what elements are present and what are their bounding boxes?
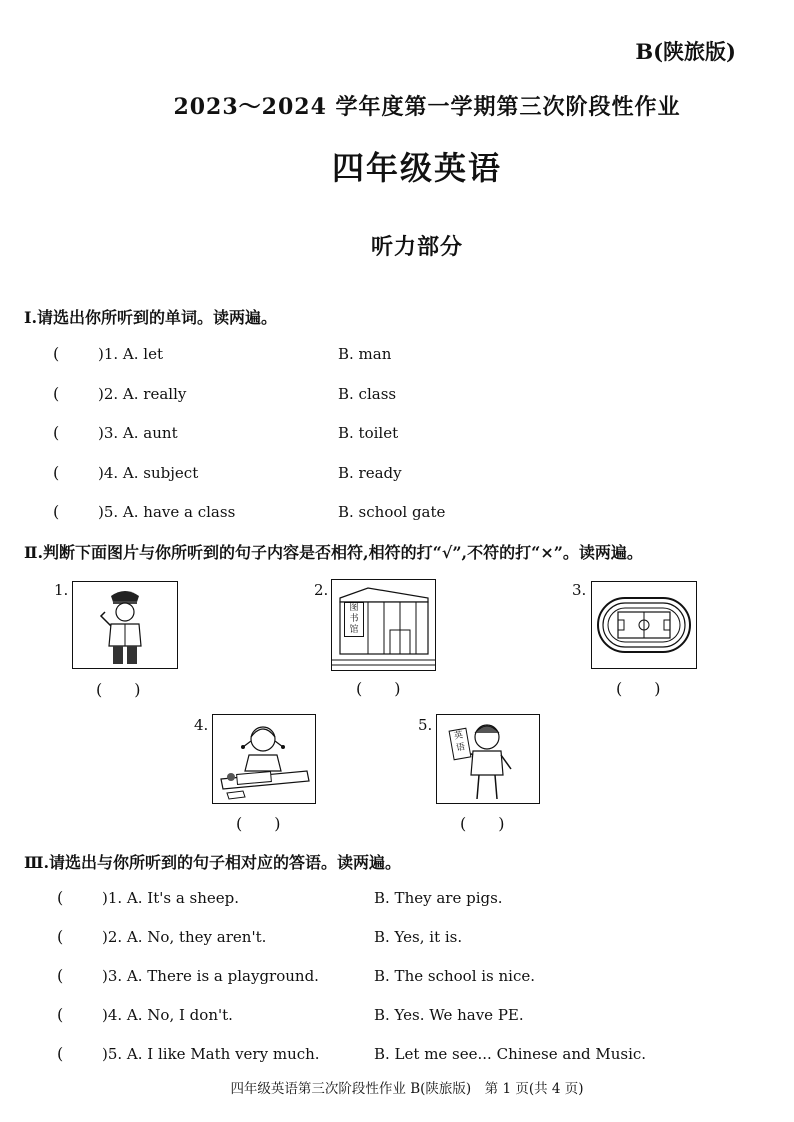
- exam-subtitle: 2023～2024 学年度第一学期第三次阶段性作业: [173, 94, 681, 120]
- section2-instruction: Ⅱ.判断下面图片与你所听到的句子内容是否相符,相符的打“√”,不符的打“×”。读两遍。: [24, 543, 643, 562]
- library-sign: [344, 602, 364, 637]
- girl-drawing-icon: [213, 715, 315, 803]
- edition-label: B(陕旅版): [635, 39, 736, 64]
- picture-number: 3.: [572, 581, 587, 599]
- picture-frame-2: [331, 579, 436, 671]
- question-option-b: B. Yes, it is.: [374, 928, 463, 946]
- answer-bracket: ( ): [356, 679, 401, 698]
- picture-frame-4: [212, 714, 316, 804]
- sign-char: 书: [349, 614, 359, 624]
- sign-char: 馆: [349, 625, 359, 635]
- question-option-a: )1. A. let: [98, 345, 164, 363]
- question-option-b: B. Let me see... Chinese and Music.: [374, 1045, 647, 1063]
- question-option-b: B. ready: [338, 464, 402, 482]
- picture-number: 2.: [314, 581, 329, 599]
- answer-paren: (: [57, 888, 64, 907]
- picture-number: 4.: [194, 716, 209, 734]
- question-option-a: )1. A. It's a sheep.: [102, 889, 240, 907]
- playground-icon: [592, 582, 696, 668]
- page-footer: 四年级英语第三次阶段性作业 B(陕旅版) 第 1 页(共 4 页): [230, 1081, 584, 1097]
- answer-paren: (: [53, 344, 60, 363]
- question-option-a: )5. A. I like Math very much.: [102, 1045, 320, 1063]
- picture-frame-3: [591, 581, 697, 669]
- book-char: 英: [453, 730, 464, 742]
- question-option-a: )3. A. aunt: [98, 424, 178, 442]
- page-title: 四年级英语: [331, 149, 502, 187]
- question-option-b: B. man: [338, 345, 392, 363]
- answer-paren: (: [53, 463, 60, 482]
- answer-paren: (: [53, 502, 60, 521]
- section1-instruction: Ⅰ.请选出你所听到的单词。读两遍。: [24, 308, 278, 327]
- answer-paren: (: [53, 423, 60, 442]
- question-option-b: B. Yes. We have PE.: [374, 1006, 524, 1024]
- answer-bracket: ( ): [460, 814, 505, 833]
- picture-frame-1: [72, 581, 178, 669]
- question-option-a: )4. A. subject: [98, 464, 199, 482]
- picture-number: 1.: [54, 581, 69, 599]
- answer-paren: (: [57, 966, 64, 985]
- answer-paren: (: [57, 927, 64, 946]
- question-option-b: B. class: [338, 385, 397, 403]
- answer-paren: (: [57, 1044, 64, 1063]
- answer-bracket: ( ): [236, 814, 281, 833]
- question-option-a: )5. A. have a class: [98, 503, 236, 521]
- boy-with-english-book-icon: [437, 715, 539, 803]
- answer-bracket: ( ): [616, 679, 661, 698]
- sign-char: 图: [349, 603, 359, 613]
- answer-bracket: ( ): [96, 680, 141, 699]
- book-char: 语: [455, 742, 466, 754]
- answer-paren: (: [53, 384, 60, 403]
- question-option-a: )3. A. There is a playground.: [102, 967, 319, 985]
- question-option-a: )4. A. No, I don't.: [102, 1006, 233, 1024]
- section3-instruction: Ⅲ.请选出与你所听到的句子相对应的答语。读两遍。: [24, 853, 402, 872]
- question-option-a: )2. A. really: [98, 385, 187, 403]
- question-option-b: B. school gate: [338, 503, 446, 521]
- picture-frame-5: [436, 714, 540, 804]
- section-heading-listening: 听力部分: [370, 234, 463, 260]
- police-officer-icon: [73, 582, 177, 668]
- question-option-b: B. The school is nice.: [374, 967, 536, 985]
- question-option-b: B. They are pigs.: [374, 889, 503, 907]
- question-option-b: B. toilet: [338, 424, 399, 442]
- answer-paren: (: [57, 1005, 64, 1024]
- question-option-a: )2. A. No, they aren't.: [102, 928, 267, 946]
- picture-number: 5.: [418, 716, 433, 734]
